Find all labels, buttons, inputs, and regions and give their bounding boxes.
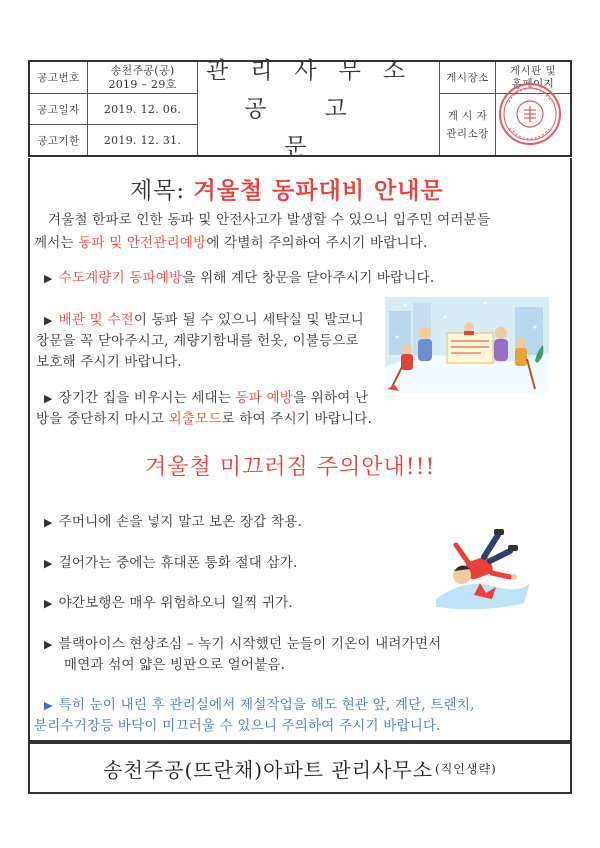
intro-line-2-post: 에 각별히 주의하여 주시기 바랍니다. [206,235,428,251]
notice-deadline-value: 2019. 12. 31. [88,125,198,155]
freeze-bullet-3-pre: 장기간 집을 비우시는 세대는 [58,390,236,406]
snow-shoveling-illustration [385,297,549,393]
notice-no-value [88,62,198,94]
freeze-bullet-2-line1 [44,309,364,332]
notice-no-value-line2: 2019 – 29호 [108,77,177,91]
freeze-bullet-1-red: 수도계량기 동파예방 [58,270,183,286]
notice-date-label: 공고일자 [30,94,88,125]
slipping-person-illustration [432,517,532,609]
notice-footer [28,742,572,794]
closing-note-line2: 분리수거장등 바닥이 미끄러울 수 있으니 주의하여 주시기 바랍니다. [34,718,441,734]
freeze-bullet-1-rest: 을 위해 계단 창문을 닫아주시기 바랍니다. [182,270,435,286]
freeze-bullet-2-line2: 창문을 꼭 닫아주시고, 계량기함내를 헌옷, 이불등으로 [36,333,359,349]
freeze-bullet-3-line2-red: 외출모드 [168,411,222,427]
poster-label [440,94,496,155]
notice-no-value-line1: 송천주공(공) [110,63,175,77]
slip-bullet-3 [44,592,293,615]
bullet-marker: ▶ [44,516,53,529]
freeze-bullet-2-rest: 이 동파 될 수 있으니 세탁실 및 발코니 [133,312,364,328]
slip-bullet-1-text: 주머니에 손을 넣지 말고 보온 장갑 착용. [58,514,302,530]
intro-line-2-pre: 께서는 [34,235,79,251]
slip-bullet-2 [44,552,297,575]
notice-title-line1: 관리사무소 [206,57,428,84]
intro-line-2 [34,232,427,255]
freeze-bullet-3-line2-post: 로 하여 주시기 바랍니다. [221,411,372,427]
subject-label: 제목: [130,178,186,204]
post-place-label: 게시장소 [440,62,496,94]
freeze-bullet-2-line3: 보호해 주시기 바랍니다. [36,354,182,370]
notice-title-block [198,57,440,160]
bullet-marker: ▶ [44,392,53,405]
notice-date-value: 2019. 12. 06. [88,94,198,125]
slip-bullet-4-line1 [44,633,441,656]
subject-title: 겨울철 동파대비 안내문 [193,177,444,204]
bullet-marker: ▶ [44,699,53,712]
bullet-marker: ▶ [44,597,53,610]
post-place-value-line2: 홈페이지 [511,77,555,90]
notice-subject [130,172,444,205]
bullet-marker: ▶ [44,272,53,285]
bullet-marker: ▶ [44,638,53,651]
freeze-bullet-3-line2 [36,408,372,431]
intro-line-2-red: 동파 및 안전관리예방 [78,235,207,251]
slip-bullet-3-text: 야간보행은 매우 위험하오니 일찍 귀가. [58,595,293,611]
slip-bullet-1 [44,511,302,534]
official-seal-stamp [497,72,563,150]
freeze-bullet-3-line2-pre: 방을 중단하지 마시고 [36,411,169,427]
freeze-bullet-1 [44,267,434,290]
slip-bullet-2-text: 걸어가는 중에는 휴대폰 통화 절대 삼가. [58,555,298,571]
freeze-bullet-2-red: 배관 및 수전 [58,312,134,328]
notice-no-label: 공고번호 [30,62,88,94]
footer-organization: 송천주공(뜨란채)아파트 관리사무소 [103,757,434,782]
freeze-bullet-3-line1 [44,387,368,410]
intro-line-1: 겨울철 한파로 인한 동파 및 안전사고가 발생할 수 있으니 입주민 여러분들 [48,212,491,228]
slip-bullet-4-line1-text: 블랙아이스 현상조심 – 녹기 시작했던 눈들이 기온이 내려가면서 [58,636,442,652]
poster-label-line2: 관리소장 [446,127,489,140]
bullet-marker: ▶ [44,557,53,570]
freeze-bullet-3-post: 을 위하여 난 [293,390,369,406]
slip-bullet-4-line2: 매연과 섞여 얇은 빙판으로 얼어붙음. [64,657,286,673]
closing-note-line1 [44,694,475,717]
notice-header-table [28,57,572,160]
footer-seal-note: (직인생략) [435,761,497,776]
notice-deadline-label: 공고기한 [30,125,88,155]
freeze-bullet-3-red: 동파 예방 [235,390,293,406]
closing-note-line1-text: 특히 눈이 내린 후 관리실에서 제설작업을 해도 현관 앞, 계단, 트랜치, [58,697,475,713]
slip-warning-heading: 겨울철 미끄러짐 주의안내!!! [145,455,436,480]
bullet-marker: ▶ [44,314,53,327]
notice-title-line2: 공고문 [244,95,405,160]
post-place-value-line1: 게시판 및 [509,64,557,77]
poster-label-line1: 게 시 자 [447,109,488,122]
